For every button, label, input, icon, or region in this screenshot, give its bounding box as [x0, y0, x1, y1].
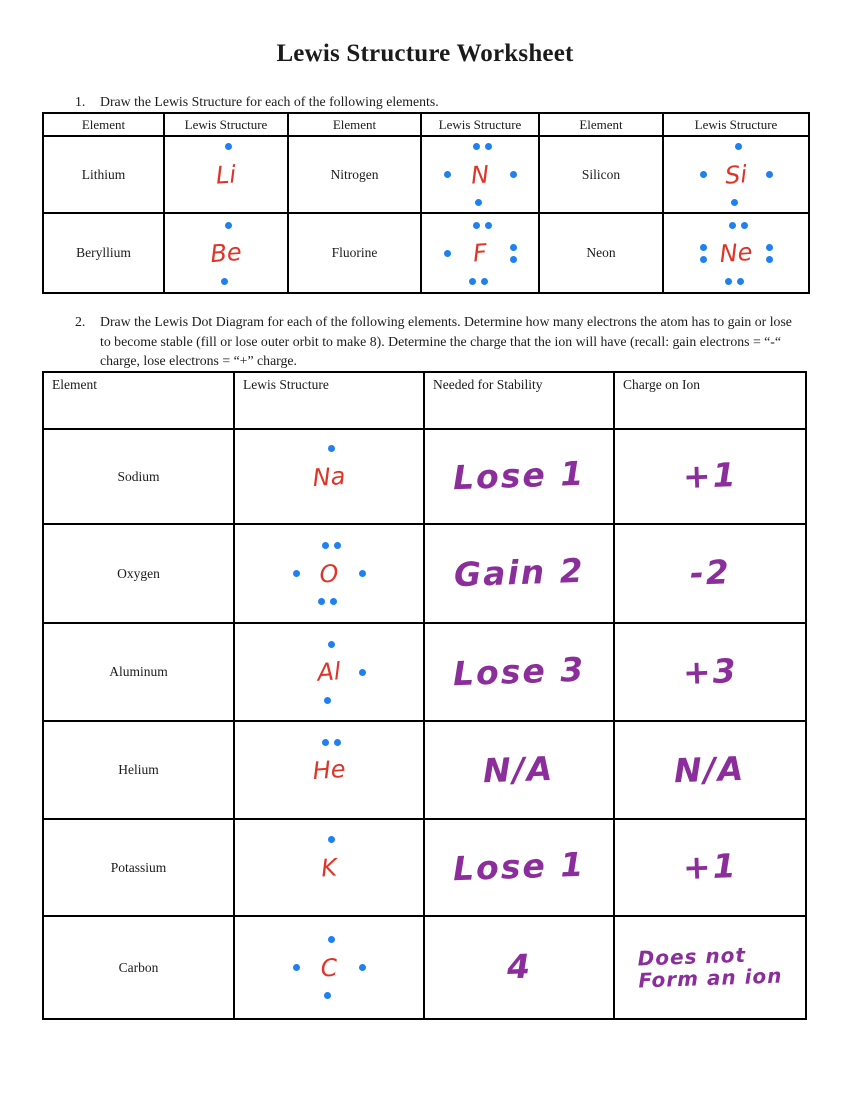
electron-dot [766, 256, 773, 263]
electron-dot [473, 143, 480, 150]
electron-dot [725, 278, 732, 285]
table-row [43, 623, 806, 721]
lewis-structure-cell [234, 721, 424, 819]
lewis-structure-drawing [697, 142, 775, 208]
table-row [43, 524, 806, 623]
lewis-structure-cell [164, 213, 288, 293]
lewis-structure-cell [663, 136, 809, 213]
q2-header-3: Charge on Ion [614, 372, 806, 429]
q1-header-1: Lewis Structure [164, 113, 288, 136]
electron-dot [293, 570, 300, 577]
electron-dot [334, 542, 341, 549]
element-symbol-handwritten: O [318, 558, 340, 589]
table-row [43, 213, 809, 293]
electron-dot [221, 278, 228, 285]
lewis-structure-cell [663, 213, 809, 293]
worksheet-title: Lewis Structure Worksheet [276, 40, 574, 67]
stability-answer-handwritten: N/A [482, 748, 556, 791]
element-name-cell: Fluorine [288, 213, 421, 293]
q1-header-4: Element [539, 113, 663, 136]
lewis-structure-drawing [290, 935, 368, 1001]
charge-answer-handwritten: Does not Form an ion [637, 942, 783, 993]
electron-dot [225, 143, 232, 150]
stability-answer-handwritten: 4 [505, 946, 533, 987]
electron-dot [741, 222, 748, 229]
q1-header-3: Lewis Structure [421, 113, 539, 136]
question-1-number: 1. [75, 94, 86, 109]
elements-lewis-table [42, 112, 810, 294]
electron-dot [359, 669, 366, 676]
q1-header-5: Lewis Structure [663, 113, 809, 136]
q1-header-0: Element [43, 113, 164, 136]
needed-for-stability-cell [424, 819, 614, 916]
charge-on-ion-cell [614, 429, 806, 524]
charge-on-ion-cell [614, 623, 806, 721]
element-name-cell: Oxygen [43, 524, 234, 623]
element-name-cell: Carbon [43, 916, 234, 1019]
element-name-cell: Potassium [43, 819, 234, 916]
table-row [43, 721, 806, 819]
electron-dot [359, 570, 366, 577]
electron-dot [766, 244, 773, 251]
element-symbol-handwritten: Be [209, 237, 243, 269]
electron-dot [324, 992, 331, 999]
lewis-structure-cell [164, 136, 288, 213]
element-symbol-handwritten: Li [215, 159, 237, 190]
lewis-structure-drawing [187, 220, 265, 286]
electron-dot [766, 171, 773, 178]
table-row [43, 819, 806, 916]
lewis-structure-drawing [441, 142, 519, 208]
charge-on-ion-cell [614, 524, 806, 623]
element-symbol-handwritten: Al [316, 657, 342, 687]
element-name-cell: Silicon [539, 136, 663, 213]
lewis-structure-cell [421, 136, 539, 213]
charge-answer-handwritten: +3 [682, 650, 738, 692]
element-name-cell: Neon [539, 213, 663, 293]
element-symbol-handwritten: N [470, 159, 490, 190]
charge-answer-handwritten: N/A [673, 748, 747, 791]
q1-header-2: Element [288, 113, 421, 136]
q2-header-0: Element [43, 372, 234, 429]
lewis-structure-cell [421, 213, 539, 293]
lewis-structure-cell [234, 429, 424, 524]
question-1-instruction [75, 92, 795, 112]
electron-dot [731, 199, 738, 206]
charge-answer-handwritten: +1 [682, 455, 738, 497]
table-row [43, 136, 809, 213]
charge-answer-handwritten: -2 [688, 552, 731, 594]
electron-dot [700, 171, 707, 178]
electron-dot [225, 222, 232, 229]
table-row [43, 916, 806, 1019]
electron-dot [328, 445, 335, 452]
charge-on-ion-cell [614, 916, 806, 1019]
electron-dot [318, 598, 325, 605]
electron-dot [485, 222, 492, 229]
lewis-structure-cell [234, 524, 424, 623]
question-2-instruction [75, 312, 793, 371]
electron-dot [322, 542, 329, 549]
needed-for-stability-cell [424, 916, 614, 1019]
needed-for-stability-cell [424, 721, 614, 819]
element-symbol-handwritten: He [311, 754, 347, 786]
lewis-structure-drawing [290, 541, 368, 607]
electron-dot [334, 739, 341, 746]
electron-dot [729, 222, 736, 229]
lewis-structure-drawing [290, 444, 368, 510]
electron-dot [481, 278, 488, 285]
lewis-structure-cell [234, 819, 424, 916]
element-symbol-handwritten: C [319, 952, 339, 983]
lewis-structure-cell [234, 623, 424, 721]
charge-on-ion-cell [614, 819, 806, 916]
electron-dot [475, 199, 482, 206]
electron-dot [737, 278, 744, 285]
element-symbol-handwritten: K [320, 852, 338, 883]
stability-answer-handwritten: Lose 1 [452, 845, 586, 889]
electron-dot [444, 171, 451, 178]
electron-dot [510, 256, 517, 263]
stability-answer-handwritten: Lose 3 [452, 649, 586, 694]
lewis-structure-drawing [187, 142, 265, 208]
electron-dot [328, 936, 335, 943]
lewis-structure-drawing [290, 639, 368, 705]
charge-answer-handwritten: +1 [682, 846, 738, 888]
electron-dot [510, 244, 517, 251]
charge-on-ion-cell [614, 721, 806, 819]
electron-dot [700, 244, 707, 251]
lewis-structure-drawing [697, 220, 775, 286]
lewis-structure-drawing [290, 835, 368, 901]
electron-dot [473, 222, 480, 229]
electron-dot [328, 836, 335, 843]
electron-dot [330, 598, 337, 605]
electron-dot [700, 256, 707, 263]
electron-dot [444, 250, 451, 257]
electron-dot [328, 641, 335, 648]
question-2-text: Draw the Lewis Dot Diagram for each of the following elements. Determine how many electrons the atom has to gain or lose to become stable (fill or lose outer orbit to make 8). Determine the charge that the ion will have (recall: gain electrons = “-“ charge, lose electrons = “+” charge. [100, 314, 792, 368]
element-name-cell: Aluminum [43, 623, 234, 721]
electron-dot [485, 143, 492, 150]
element-symbol-handwritten: Ne [718, 237, 754, 269]
element-name-cell: Lithium [43, 136, 164, 213]
lewis-structure-cell [234, 916, 424, 1019]
stability-answer-handwritten: Lose 1 [452, 454, 586, 498]
electron-dot [322, 739, 329, 746]
element-name-cell: Nitrogen [288, 136, 421, 213]
question-1-text: Draw the Lewis Structure for each of the following elements. [100, 94, 439, 109]
element-name-cell: Sodium [43, 429, 234, 524]
electron-dot [469, 278, 476, 285]
electron-dot [510, 171, 517, 178]
electron-dot [324, 697, 331, 704]
needed-for-stability-cell [424, 429, 614, 524]
needed-for-stability-cell [424, 524, 614, 623]
lewis-structure-drawing [290, 737, 368, 803]
stability-answer-handwritten: Gain 2 [453, 551, 585, 595]
question-2-number: 2. [75, 314, 86, 329]
q2-header-2: Needed for Stability [424, 372, 614, 429]
q2-header-1: Lewis Structure [234, 372, 424, 429]
lewis-structure-drawing [441, 220, 519, 286]
element-symbol-handwritten: Si [724, 159, 748, 190]
element-symbol-handwritten: F [472, 238, 488, 268]
element-name-cell: Helium [43, 721, 234, 819]
electron-dot [735, 143, 742, 150]
electron-dot [359, 964, 366, 971]
element-name-cell: Beryllium [43, 213, 164, 293]
electron-dot [293, 964, 300, 971]
ions-lewis-table [42, 371, 807, 1020]
table-row [43, 429, 806, 524]
element-symbol-handwritten: Na [311, 461, 347, 492]
needed-for-stability-cell [424, 623, 614, 721]
